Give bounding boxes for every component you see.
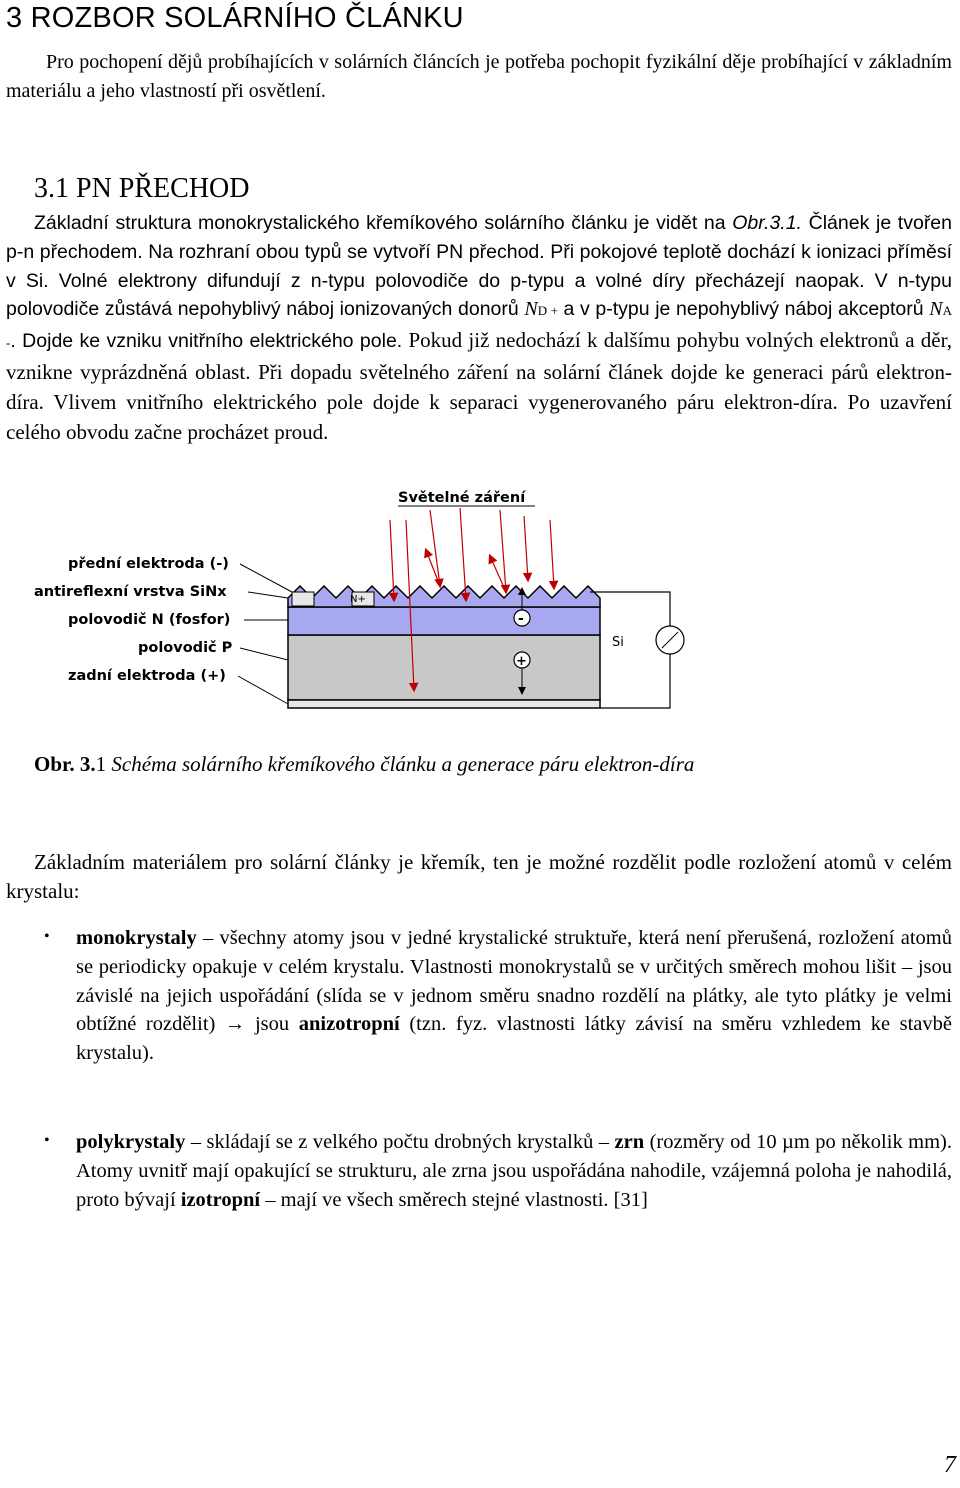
p1-b: Článek je tvořen p-n přechodem. Na rozhraní obou typů se vytvoří PN přechod. Při pokojové teplotě dochází k ionizaci příměsí v Si. — [6, 212, 953, 292]
p-layer-label: polovodič P — [138, 640, 233, 656]
term-isotropic: izotropní — [180, 1188, 261, 1211]
figure-reference: Obr.3.1. — [732, 212, 802, 234]
p1-d: a v p-typu je nepohyblivý náboj akceptorů — [557, 298, 930, 321]
external-circuit — [590, 592, 670, 708]
section-paragraph — [6, 209, 952, 447]
figure-caption — [34, 752, 694, 777]
back-electrode — [288, 700, 600, 708]
intro-paragraph — [6, 48, 952, 106]
poly-text-3: – mají ve všech směrech stejné vlastnosti. [31] — [260, 1188, 648, 1211]
poly-text-2: (rozměry od 10 µm po několik mm). Atomy uvnitř mají opakující se strukturu, ale zrna jsou uspořádána nahodile, vzájemná poloha je nahodilá, proto bývají — [76, 1131, 952, 1211]
bullet-poly: • — [44, 1132, 50, 1149]
materials-paragraph — [6, 848, 952, 906]
poly-text-1: – skládají se z velkého počtu drobných krystalků – — [185, 1131, 615, 1153]
list-item-polycrystals — [76, 1128, 952, 1214]
n-layer — [288, 607, 600, 635]
electron-sign: - — [518, 611, 524, 627]
caption-prefix: Obr. 3. — [34, 752, 96, 776]
solar-cell-diagram — [30, 480, 690, 740]
materials-text: Základním materiálem pro solární články je křemík, ten je možné rozdělit podle rozložení atomů v celém krystalu: — [6, 850, 952, 903]
term-poly: polykrystaly — [76, 1131, 186, 1153]
mono-text-2: (tzn. fyz. vlastnosti látky závisí na směru vzhledem ke stavbě krystalu). — [76, 1013, 953, 1065]
p1-f: Pokud již nedochází k dalšímu pohybu volných elektronů a děr, vznikne vyprázdněná oblast. Při dopadu světelného záření na solární článek dojde ke generaci párů elektron-díra. Vlivem vnitřního elektrického pole dojde k separaci vygenerovaného páru elektron-díra. Po uzavření celého obvodu začne procházet proud. — [6, 328, 952, 444]
term-anisotropic: anizotropní — [298, 1013, 400, 1036]
list-item-monocrystals — [76, 924, 952, 1068]
page-number: 7 — [944, 1452, 956, 1478]
term-grains: zrn — [614, 1131, 645, 1153]
si-label: Si — [612, 635, 624, 650]
p1-c: Volné elektrony difundují z n-typu polovodiče do p-typu a volné díry přecházejí naopak. V n-typu polovodiče zůstává nepohyblivý náboj ionizovaných donorů — [6, 269, 952, 321]
p-layer — [288, 635, 600, 700]
nd-subscript: D + — [537, 303, 558, 319]
front-electrode-label: přední elektroda (-) — [68, 556, 229, 572]
p1-a: Základní struktura monokrystalického křemíkového solárního článku je vidět na — [34, 212, 733, 234]
hole-sign: + — [516, 654, 527, 669]
p1-e: . Dojde ke vzniku vnitřního elektrického pole. — [10, 330, 403, 353]
label-pointers — [238, 564, 292, 704]
antireflex-label: antireflexní vrstva SiNx — [34, 584, 227, 600]
chapter-heading: 3 ROZBOR SOLÁRNÍHO ČLÁNKU — [6, 2, 464, 34]
na-symbol: N — [929, 298, 943, 321]
caption-number: 1 — [95, 752, 107, 776]
bullet-mono: • — [44, 928, 50, 945]
light-label: Světelné záření — [398, 490, 526, 506]
caption-text: Schéma solárního křemíkového článku a generace páru elektron-díra — [106, 752, 695, 776]
mono-text-1: – všechny atomy jsou v jedné krystalické struktuře, která není přerušená, rozložení atomů se periodicky opakuje v celém krystalu. Vlastnosti monokrystalů se v určitých směrech mohou lišit – jsou závislé na jejich uspořádání (slída se v jednom směru snadno rozdělí na plátky, ale tyto plátky je velmi obtížné rozdělit) → jsou — [76, 927, 952, 1036]
section-heading: 3.1 PN PŘECHOD — [34, 173, 250, 204]
n-layer-label: polovodič N (fosfor) — [68, 612, 231, 628]
n-plus-label: N+ — [350, 594, 366, 605]
intro-text: Pro pochopení dějů probíhajících v solárních článcích je potřeba pochopit fyzikální děje probíhající v základním materiálu a jeho vlastností při osvětlení. — [6, 51, 952, 102]
na-subscript: A - — [6, 303, 952, 351]
front-contact-1 — [292, 592, 314, 606]
antireflex-surface — [288, 586, 600, 607]
back-electrode-label: zadní elektroda (+) — [68, 668, 226, 684]
nd-symbol: N — [524, 298, 538, 321]
term-mono: monokrystaly — [76, 927, 197, 949]
